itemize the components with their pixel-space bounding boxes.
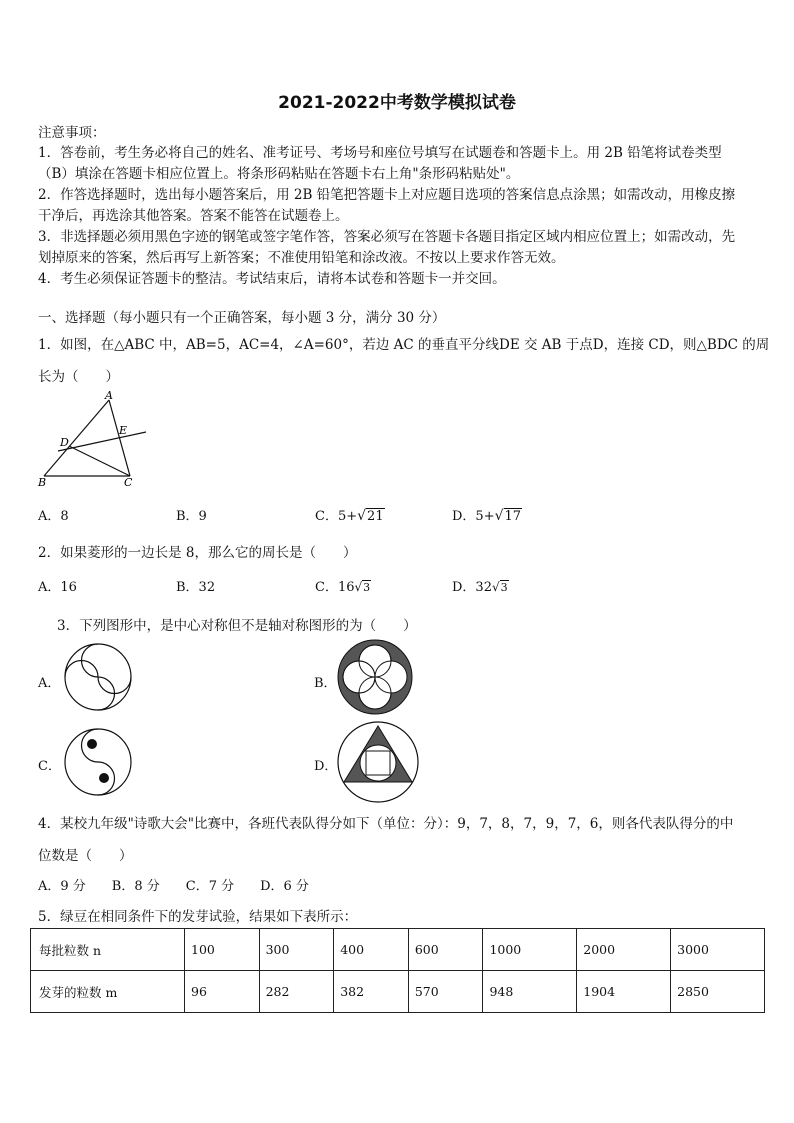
q5-stem: 5．绿豆在相同条件下的发芽试验，结果如下表所示： [38, 909, 358, 925]
table-row-header: 发芽的粒数 m [31, 971, 185, 1013]
q4-stem: 4．某校九年级"诗歌大会"比赛中，各班代表队得分如下（单位：分）：9，7，8，7，9，7，6，则各代表队得分的中 [38, 816, 734, 832]
q3-figure-c [62, 726, 134, 798]
table-cell: 2000 [577, 929, 671, 971]
q3-option-d[interactable]: D． [314, 759, 338, 774]
q2-stem: 2．如果菱形的一边长是 8，那么它的周长是（ ） [38, 545, 357, 561]
q2-option-a[interactable]: A．16 [38, 580, 77, 595]
table-cell: 3000 [671, 929, 765, 971]
q3-stem: 3．下列图形中，是中心对称但不是轴对称图形的为（ ） [57, 618, 417, 634]
vertex-label-a: A [105, 389, 113, 402]
table-cell: 600 [408, 929, 483, 971]
q1-option-d[interactable]: D．5+√17 [452, 508, 522, 524]
vertex-label-c: C [124, 476, 133, 489]
table-cell: 96 [185, 971, 260, 1013]
vertex-label-e: E [119, 424, 128, 437]
q3-option-c[interactable]: C． [38, 759, 61, 774]
table-cell: 948 [483, 971, 577, 1013]
table-cell: 100 [185, 929, 260, 971]
q4-stem: 位数是（ ） [38, 848, 133, 864]
q4-options[interactable]: A．9 分 B．8 分 C．7 分 D．6 分 [38, 879, 309, 894]
notice-line: （B）填涂在答题卡相应位置上。将条形码粘贴在答题卡右上角"条形码粘贴处"。 [38, 166, 520, 182]
q3-figure-a [62, 641, 134, 713]
notice-line: 3．非选择题必须用黑色字迹的钢笔或签字笔作答，答案必须写在答题卡各题目指定区域内相应位置上；如需改动，先 [38, 229, 736, 245]
q2-option-d[interactable]: D．32√3 [452, 580, 508, 595]
table-cell: 2850 [671, 971, 765, 1013]
table-cell: 1904 [577, 971, 671, 1013]
q3-option-a[interactable]: A． [38, 676, 61, 691]
section-heading: 一、选择题（每小题只有一个正确答案，每小题 3 分，满分 30 分） [38, 310, 446, 326]
q2-option-c[interactable]: C．16√3 [315, 580, 371, 595]
notice-line: 划掉原来的答案，然后再写上新答案；不准使用铅笔和涂改液。不按以上要求作答无效。 [38, 250, 565, 266]
q1-option-a[interactable]: A．8 [38, 509, 69, 524]
table-cell: 300 [259, 929, 334, 971]
notice-line: 干净后，再选涂其他答案。答案不能答在试题卷上。 [38, 208, 349, 224]
table-cell: 382 [334, 971, 409, 1013]
q1-stem: 长为（ ） [38, 369, 119, 385]
vertex-label-b: B [38, 476, 47, 489]
notice-line: 1．答卷前，考生务必将自己的姓名、准考证号、考场号和座位号填写在试题卷和答题卡上。用 2B 铅笔将试卷类型 [38, 145, 722, 161]
table-cell: 570 [408, 971, 483, 1013]
q1-option-c[interactable]: C．5+√21 [315, 508, 384, 524]
q3-figure-d [336, 720, 420, 804]
table-cell: 1000 [483, 929, 577, 971]
germination-table [30, 928, 765, 1013]
q1-option-b[interactable]: B．9 [176, 509, 207, 524]
notice-heading: 注意事项： [38, 125, 106, 141]
table-cell: 400 [334, 929, 409, 971]
q3-option-b[interactable]: B． [314, 676, 337, 691]
vertex-label-d: D [60, 436, 69, 449]
table-row [31, 971, 765, 1013]
notice-line: 2．作答选择题时，选出每小题答案后，用 2B 铅笔把答题卡上对应题目选项的答案信息点涂黑；如需改动，用橡皮擦 [38, 187, 736, 203]
q1-stem: 1．如图，在△ABC 中，AB=5，AC=4，∠A=60°，若边 AC 的垂直平分线DE 交 AB 于点D，连接 CD，则△BDC 的周 [38, 337, 770, 353]
q1-triangle-figure [36, 388, 150, 492]
q2-option-b[interactable]: B．32 [176, 580, 216, 595]
q3-figure-b [336, 638, 414, 716]
table-row-header: 每批粒数 n [31, 929, 185, 971]
page-title: 2021-2022中考数学模拟试卷 [278, 93, 516, 113]
table-row [31, 929, 765, 971]
table-cell: 282 [259, 971, 334, 1013]
notice-line: 4．考生必须保证答题卡的整洁。考试结束后，请将本试卷和答题卡一并交回。 [38, 271, 506, 287]
